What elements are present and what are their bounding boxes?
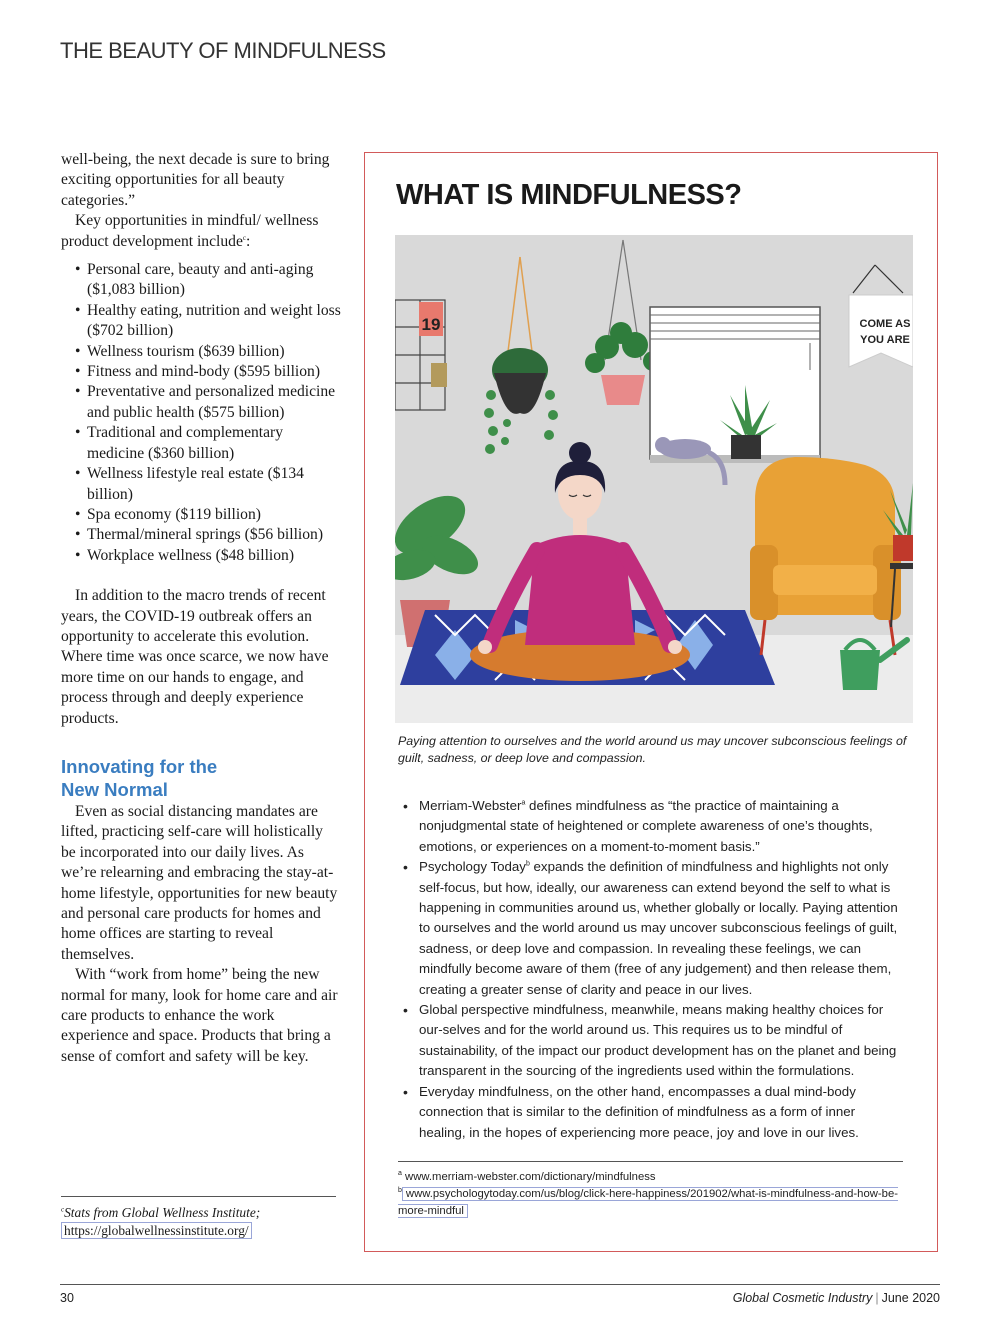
paragraph: With “work from home” being the new normal for many, look for home care and air care products to enhance the work experience and space. Products that bring a sense of comfort and safety will be key. xyxy=(61,966,338,1065)
list-item: • Wellness tourism ($639 billion) xyxy=(75,342,341,362)
sidebar-title: WHAT IS MINDFULNESS? xyxy=(396,179,742,211)
publication-info: Global Cosmetic Industry | June 2020 xyxy=(732,1291,940,1305)
footnote-link[interactable]: www.merriam-webster.com/dictionary/mindfulness xyxy=(405,1171,656,1183)
list-item: • Everyday mindfulness, on the other hand, encompasses a dual mind-body connection that is similar to the definition of mindfulness as a form of inner healing, in the hopes of experiencing more peace, joy and love in our lives. xyxy=(401,1082,905,1143)
paragraph: Key opportunities in mindful/ wellness product development include$^c$: xyxy=(61,212,319,250)
mindfulness-definitions-list xyxy=(401,796,905,1143)
list-item: • Wellness lifestyle real estate ($134 billion) xyxy=(75,464,341,505)
sidebar-box xyxy=(364,152,938,1252)
footer-divider xyxy=(60,1284,940,1285)
list-item: • Thermal/mineral springs ($56 billion) xyxy=(75,525,341,545)
footnote-link[interactable]: https://globalwellnessinstitute.org/ xyxy=(61,1222,252,1239)
footnote-link[interactable]: www.psychologytoday.com/us/blog/click-here-happiness/201902/what-is-mindfulness-and-how-be-more-mindful xyxy=(398,1188,898,1217)
list-item: • Merriam-Webster$^a$ defines mindfulness as “the practice of maintaining a nonjudgmental state of heightened or complete awareness of one’s thoughts, emotions, or experiences on a moment-to-moment basis.” xyxy=(401,796,905,857)
footnote: $^c$Stats from Global Wellness Institute; https://globalwellnessinstitute.org/ xyxy=(61,1205,261,1238)
list-item: • Personal care, beauty and anti-aging ($1,083 billion) xyxy=(75,260,341,301)
paragraph: In addition to the macro trends of recent years, the COVID-19 outbreak offers an opportunity to accelerate this evolution. Where time was once scarce, we now have more time on our hands to engage, and process through and deeply experience products. xyxy=(61,587,329,727)
list-item: • Preventative and personalized medicine and public health ($575 billion) xyxy=(75,382,341,423)
sidebar-footnote-divider xyxy=(398,1161,903,1162)
publication-name: Global Cosmetic Industry xyxy=(732,1291,873,1305)
footnote-a: $^a$ www.merriam-webster.com/dictionary/mindfulness xyxy=(398,1170,656,1183)
svg-text:COME AS: COME AS xyxy=(859,318,911,330)
page-number: 30 xyxy=(60,1291,74,1305)
calendar-number: 19 xyxy=(421,315,441,334)
list-item: • Healthy eating, nutrition and weight loss ($702 billion) xyxy=(75,301,341,342)
footnote-b: $^b$ www.psychologytoday.com/us/blog/click-here-happiness/201902/what-is-mindfulness-and-how-be-more-mindful xyxy=(398,1187,898,1217)
svg-text:YOU ARE: YOU ARE xyxy=(860,334,910,346)
figure-caption: Paying attention to ourselves and the world around us may uncover subconscious feelings of guilt, sadness, or deep love and compassion. xyxy=(398,734,907,765)
opportunities-list xyxy=(75,260,341,566)
sidebar-footnotes xyxy=(398,1169,903,1220)
paragraph: Even as social distancing mandates are lifted, practicing self-care will holistically be incorporated into our daily lives. As we’re relearning and embracing the stay-at-home lifestyle, opportunities for new beauty and personal care products for homes and home offices are starting to reveal themselves. xyxy=(61,802,338,963)
footnote-divider xyxy=(61,1196,336,1197)
section-heading: Innovating for the New Normal xyxy=(61,755,218,801)
list-item: • Psychology Today$^b$ expands the definition of mindfulness and highlights not only self-focus, but how, ideally, our awareness can extend beyond the self to what is happening in communities around us, whether globally or locally. Paying attention to ourselves and the world around us may uncover subconscious feelings of guilt, sadness, or deep love and compassion. In revealing these feelings, we can mindfully become aware of them (free of any judgement) and then release them, creating a greater sense of clarity and peace in our lives. xyxy=(401,857,905,1000)
meditation-illustration xyxy=(395,235,913,723)
list-item: • Global perspective mindfulness, meanwhile, means making healthy choices for our-selves and for the world around us. This requires us to be mindful of sustainability, of the impact our product development has on the planet and being transparent in the sourcing of the ingredients used within the formulations. xyxy=(401,1000,905,1082)
list-item: • Workplace wellness ($48 billion) xyxy=(75,546,341,566)
list-item: • Spa economy ($119 billion) xyxy=(75,505,341,525)
running-head: THE BEAUTY OF MINDFULNESS xyxy=(60,38,386,63)
list-item: • Fitness and mind-body ($595 billion) xyxy=(75,362,341,382)
list-item: • Traditional and complementary medicine ($360 billion) xyxy=(75,423,341,464)
issue-date: June 2020 xyxy=(881,1291,940,1305)
left-column xyxy=(61,150,341,1067)
paragraph: well-being, the next decade is sure to bring exciting opportunities for all beauty categories.” xyxy=(61,151,330,209)
